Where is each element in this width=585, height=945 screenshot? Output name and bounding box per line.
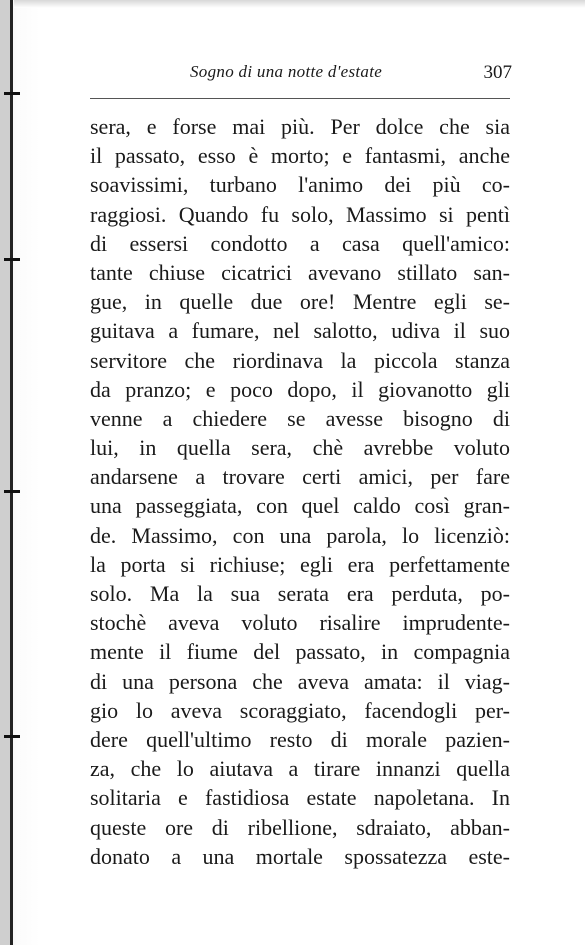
text-line: la porta si richiuse; egli era perfettamente (90, 551, 510, 577)
text-line: una passeggiata, con quel caldo così gran- (90, 493, 510, 519)
text-line: gue, in quelle due ore! Mentre egli se- (90, 289, 510, 315)
text-line: solo. Ma la sua serata era perduta, po- (90, 581, 510, 606)
running-head: Sogno di una notte d'estate (190, 62, 383, 81)
text-line: solitaria e fastidiosa estate napoletana. In (90, 785, 510, 811)
text-line: queste ore di ribellione, sdraiato, abban- (90, 814, 510, 840)
text-line: venne a chiedere se avesse bisogno di (90, 405, 510, 431)
binding-mark (4, 490, 20, 493)
text-line: mente il fiume del passato, in compagnia (90, 639, 510, 665)
text-line: donato a una mortale spossatezza este- (90, 843, 510, 869)
binding-mark (4, 258, 20, 261)
text-line: za, che lo aiutava a tirare innanzi quella (90, 756, 510, 782)
text-line: tante chiuse cicatrici avevano stillato san- (90, 259, 510, 285)
text-line: guitava a fumare, nel salotto, udiva il suo (90, 318, 510, 344)
text-line: di una persona che aveva amata: il viag- (90, 668, 510, 694)
spine-shadow (0, 0, 10, 945)
text-line: il passato, esso è morto; e fantasmi, anche (90, 143, 510, 169)
text-line: dere quell'ultimo resto di morale pazien- (90, 726, 510, 752)
text-line: sera, e forse mai più. Per dolce che sia (90, 114, 510, 139)
text-line: raggiosi. Quando fu solo, Massimo si pentì (90, 201, 510, 227)
binding-mark (4, 735, 20, 738)
text-line: soavissimi, turbano l'animo dei più co- (90, 172, 510, 198)
text-line: da pranzo; e poco dopo, il giovanotto gli (90, 376, 510, 402)
text-line: andarsene a trovare certi amici, per fare (90, 464, 510, 490)
text-line: di essersi condotto a casa quell'amico: (90, 230, 510, 256)
body-text (90, 112, 510, 871)
spine-line (10, 0, 13, 945)
text-line: stochè aveva voluto risalire imprudente- (90, 610, 510, 636)
text-line: servitore che riordinava la piccola stanza (90, 347, 510, 373)
text-line: gio lo aveva scoraggiato, facendogli per- (90, 697, 510, 723)
binding-mark (4, 92, 20, 95)
text-line: de. Massimo, con una parola, lo licenziò: (90, 522, 510, 548)
header-rule (90, 98, 510, 99)
text-line: lui, in quella sera, chè avrebbe voluto (90, 435, 510, 461)
page-number: 307 (483, 62, 512, 83)
page-header (90, 62, 512, 90)
page-top-edge (14, 0, 585, 8)
